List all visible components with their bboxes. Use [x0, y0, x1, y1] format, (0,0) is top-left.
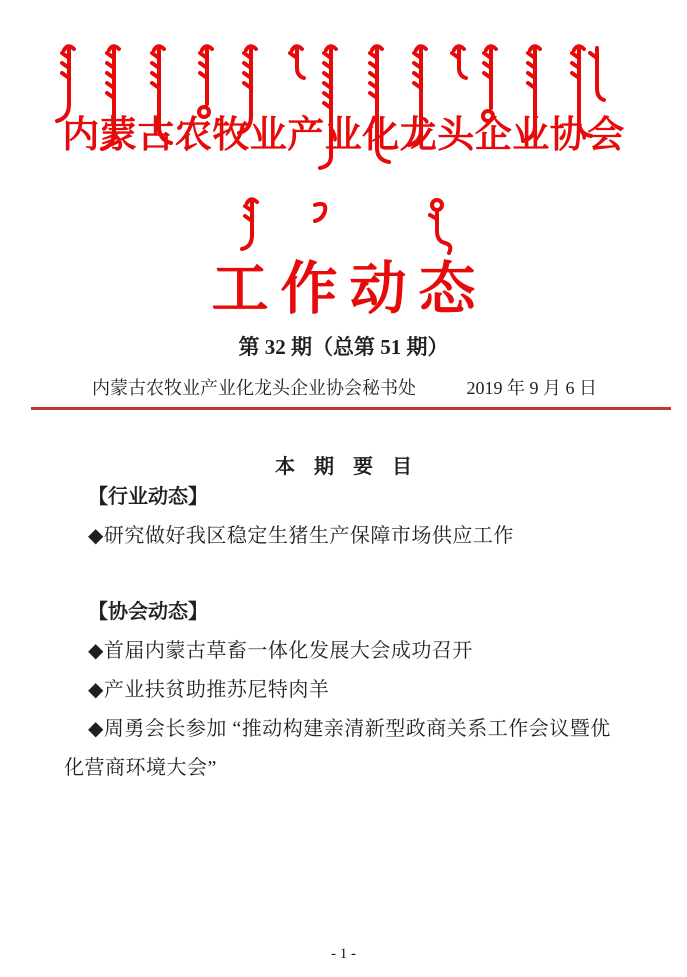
divider-rule [31, 407, 671, 410]
toc-item: ◆周勇会长参加 “推动构建亲清新型政商关系工作会议暨优化营商环境大会” [64, 718, 611, 779]
toc-item: ◆首届内蒙古草畜一体化发展大会成功召开 [88, 640, 473, 662]
publish-date: 2019 年 9 月 6 日 [466, 378, 597, 398]
publisher-name: 内蒙古农牧业产业化龙头企业协会秘书处 [92, 378, 416, 398]
bulletin-title: 工作动态 [211, 258, 488, 321]
toc-item: ◆产业扶贫助推苏尼特肉羊 [88, 679, 330, 701]
issue-info: 第 32 期（总第 51 期） [238, 335, 449, 359]
publisher-row [0, 374, 687, 400]
contents-heading: 本 期 要 目 [275, 456, 419, 478]
page-number: - 1 - [331, 946, 356, 962]
toc-item: ◆研究做好我区稳定生猪生产保障市场供应工作 [88, 525, 514, 547]
section-label-industry: 【行业动态】 [88, 486, 208, 508]
contents-list [64, 478, 631, 788]
section-label-association: 【协会动态】 [88, 601, 208, 623]
org-title: 内蒙古农牧业产业化龙头企业协会 [62, 115, 625, 156]
